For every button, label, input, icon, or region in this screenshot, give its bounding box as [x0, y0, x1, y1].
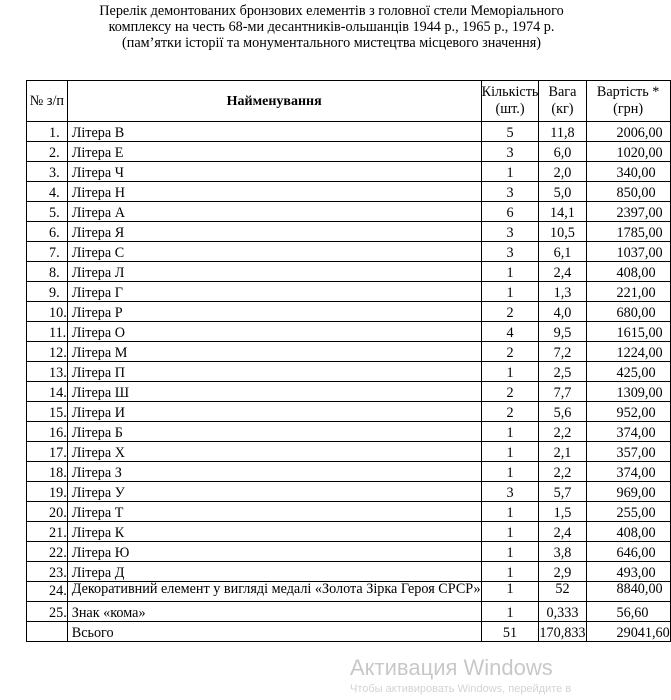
- cell-cost: 646,00: [586, 542, 670, 562]
- cell-cost: 1785,00: [586, 222, 670, 242]
- cell-qty: 1: [481, 462, 539, 482]
- cell-name: Літера Я: [67, 222, 481, 242]
- cell-qty: 6: [481, 202, 539, 222]
- cell-num: 16.: [27, 422, 68, 442]
- cell-num: 17.: [27, 442, 68, 462]
- cell-qty: 1: [481, 362, 539, 382]
- cell-num: 18.: [27, 462, 68, 482]
- cell-name: Літера М: [67, 342, 481, 362]
- windows-activation-hint: Чтобы активировать Windows, перейдите в: [350, 683, 572, 695]
- table-row: [27, 322, 671, 342]
- cell-name: Літера В: [67, 122, 481, 142]
- cell-qty: 1: [481, 282, 539, 302]
- table-row: [27, 202, 671, 222]
- cell-cost: 969,00: [586, 482, 670, 502]
- cell-weight: 1,5: [539, 502, 586, 522]
- cell-qty: 1: [481, 442, 539, 462]
- cell-qty: 1: [481, 542, 539, 562]
- cell-cost: 1615,00: [586, 322, 670, 342]
- cell-weight: 5,6: [539, 402, 586, 422]
- total-qty: 51: [481, 622, 539, 642]
- cell-qty: 1: [481, 262, 539, 282]
- cell-weight: 5,7: [539, 482, 586, 502]
- table-row: [27, 582, 671, 602]
- cell-cost: 408,00: [586, 522, 670, 542]
- cell-num: 7.: [27, 242, 68, 262]
- cell-qty: 3: [481, 182, 539, 202]
- cell-weight: 2,4: [539, 522, 586, 542]
- cell-name: Літера О: [67, 322, 481, 342]
- cell-num: 9.: [27, 282, 68, 302]
- cell-weight: 2,1: [539, 442, 586, 462]
- table-row: [27, 262, 671, 282]
- cell-weight: 14,1: [539, 202, 586, 222]
- cell-weight: 0,333: [539, 602, 586, 622]
- cell-num: 2.: [27, 142, 68, 162]
- table-row: [27, 602, 671, 622]
- table-row: [27, 122, 671, 142]
- windows-activation-watermark: Активация Windows: [350, 655, 553, 680]
- cell-num: 15.: [27, 402, 68, 422]
- cell-cost: 952,00: [586, 402, 670, 422]
- cell-weight: 1,3: [539, 282, 586, 302]
- total-label: Всього: [67, 622, 481, 642]
- cell-weight: 4,0: [539, 302, 586, 322]
- table-row: [27, 142, 671, 162]
- cell-qty: 1: [481, 602, 539, 622]
- cell-num: 11.: [27, 322, 68, 342]
- cell-name: Літера Д: [67, 562, 481, 582]
- cell-cost: 1309,00: [586, 382, 670, 402]
- cell-weight: 2,0: [539, 162, 586, 182]
- total-weight: 170,833: [539, 622, 586, 642]
- cell-num: 6.: [27, 222, 68, 242]
- header-num: № з/п: [27, 81, 68, 122]
- cell-weight: 2,9: [539, 562, 586, 582]
- cell-num: 13.: [27, 362, 68, 382]
- cell-num: 19.: [27, 482, 68, 502]
- cell-weight: 7,7: [539, 382, 586, 402]
- cell-weight: 2,2: [539, 462, 586, 482]
- table-row: [27, 162, 671, 182]
- table-row: [27, 282, 671, 302]
- cell-num: 20.: [27, 502, 68, 522]
- title-line-3: (пам’ятки історії та монументального мистецтва місцевого значення): [122, 35, 541, 51]
- table-row: [27, 442, 671, 462]
- header-cost: Вартість * (грн): [586, 81, 670, 122]
- cell-weight: 5,0: [539, 182, 586, 202]
- elements-table: [26, 80, 671, 642]
- table-row: [27, 462, 671, 482]
- cell-num: 3.: [27, 162, 68, 182]
- cell-qty: 3: [481, 482, 539, 502]
- table-row: [27, 562, 671, 582]
- cell-name: Літера У: [67, 482, 481, 502]
- cell-cost: 493,00: [586, 562, 670, 582]
- cell-cost: 374,00: [586, 462, 670, 482]
- table-row: [27, 482, 671, 502]
- cell-cost: 8840,00: [586, 582, 670, 602]
- cell-name: Літера Л: [67, 262, 481, 282]
- cell-cost: 408,00: [586, 262, 670, 282]
- cell-weight: 2,5: [539, 362, 586, 382]
- cell-name: Літера Е: [67, 142, 481, 162]
- cell-qty: 2: [481, 382, 539, 402]
- cell-weight: 52: [539, 582, 586, 602]
- cell-cost: 56,60: [586, 602, 670, 622]
- cell-cost: 680,00: [586, 302, 670, 322]
- cell-num: 8.: [27, 262, 68, 282]
- table-body: [27, 122, 671, 642]
- cell-qty: 2: [481, 302, 539, 322]
- cell-weight: 6,0: [539, 142, 586, 162]
- cell-qty: 1: [481, 162, 539, 182]
- cell-cost: 2006,00: [586, 122, 670, 142]
- cell-qty: 2: [481, 402, 539, 422]
- cell-cost: 1037,00: [586, 242, 670, 262]
- cell-qty: 1: [481, 502, 539, 522]
- cell-name: Літера Ш: [67, 382, 481, 402]
- title-line-1: Перелік демонтованих бронзових елементів з головної стели Меморіального: [99, 3, 564, 19]
- cell-name: Літера Р: [67, 302, 481, 322]
- cell-cost: 357,00: [586, 442, 670, 462]
- cell-name: Літера Ч: [67, 162, 481, 182]
- cell-num: 22.: [27, 542, 68, 562]
- table-row: [27, 402, 671, 422]
- cell-name: Знак «кома»: [67, 602, 481, 622]
- table-row: [27, 182, 671, 202]
- cell-num: 14.: [27, 382, 68, 402]
- total-empty-cell: [27, 622, 68, 642]
- cell-name: Літера С: [67, 242, 481, 262]
- total-row: [27, 622, 671, 642]
- table-row: [27, 222, 671, 242]
- cell-qty: 3: [481, 222, 539, 242]
- total-cost: 29041,60: [586, 622, 670, 642]
- cell-name: Літера А: [67, 202, 481, 222]
- cell-cost: 374,00: [586, 422, 670, 442]
- cell-qty: 3: [481, 242, 539, 262]
- cell-qty: 1: [481, 422, 539, 442]
- cell-num: 21.: [27, 522, 68, 542]
- cell-num: 23.: [27, 562, 68, 582]
- cell-name: Літера Б: [67, 422, 481, 442]
- cell-num: 1.: [27, 122, 68, 142]
- cell-qty: 4: [481, 322, 539, 342]
- cell-weight: 7,2: [539, 342, 586, 362]
- cell-num: 10.: [27, 302, 68, 322]
- table-row: [27, 362, 671, 382]
- table-header-row: [27, 81, 671, 122]
- cell-cost: 221,00: [586, 282, 670, 302]
- cell-name: Літера И: [67, 402, 481, 422]
- header-qty: Кількість (шт.): [481, 81, 539, 122]
- table-row: [27, 382, 671, 402]
- cell-weight: 3,8: [539, 542, 586, 562]
- cell-cost: 340,00: [586, 162, 670, 182]
- table-row: [27, 422, 671, 442]
- cell-weight: 9,5: [539, 322, 586, 342]
- cell-qty: 2: [481, 342, 539, 362]
- cell-weight: 2,2: [539, 422, 586, 442]
- cell-name: Літера Н: [67, 182, 481, 202]
- cell-name: Літера П: [67, 362, 481, 382]
- document-title: [44, 3, 619, 51]
- cell-weight: 2,4: [539, 262, 586, 282]
- table-row: [27, 502, 671, 522]
- cell-num: 5.: [27, 202, 68, 222]
- cell-weight: 10,5: [539, 222, 586, 242]
- title-line-2: комплексу на честь 68-ми десантників-ольшанців 1944 р., 1965 р., 1974 р.: [108, 19, 555, 35]
- cell-qty: 3: [481, 142, 539, 162]
- cell-name: Літера Ю: [67, 542, 481, 562]
- cell-qty: 5: [481, 122, 539, 142]
- header-name: Найменування: [67, 81, 481, 122]
- cell-qty: 1: [481, 582, 539, 602]
- cell-cost: 850,00: [586, 182, 670, 202]
- table-row: [27, 342, 671, 362]
- cell-cost: 1224,00: [586, 342, 670, 362]
- header-weight: Вага (кг): [539, 81, 586, 122]
- cell-num: 12.: [27, 342, 68, 362]
- cell-qty: 1: [481, 522, 539, 542]
- cell-cost: 425,00: [586, 362, 670, 382]
- cell-cost: 1020,00: [586, 142, 670, 162]
- table-row: [27, 522, 671, 542]
- cell-qty: 1: [481, 562, 539, 582]
- cell-name: Літера Х: [67, 442, 481, 462]
- cell-name: Літера Г: [67, 282, 481, 302]
- cell-name: Літера К: [67, 522, 481, 542]
- cell-cost: 2397,00: [586, 202, 670, 222]
- table-row: [27, 242, 671, 262]
- cell-num: 24.: [27, 582, 68, 602]
- cell-cost: 255,00: [586, 502, 670, 522]
- cell-name: Літера З: [67, 462, 481, 482]
- cell-weight: 11,8: [539, 122, 586, 142]
- cell-num: 25.: [27, 602, 68, 622]
- cell-name: Декоративний елемент у вигляді медалі «Золота Зірка Героя СРСР»: [67, 582, 481, 602]
- table-row: [27, 542, 671, 562]
- cell-num: 4.: [27, 182, 68, 202]
- cell-weight: 6,1: [539, 242, 586, 262]
- table-row: [27, 302, 671, 322]
- cell-name: Літера Т: [67, 502, 481, 522]
